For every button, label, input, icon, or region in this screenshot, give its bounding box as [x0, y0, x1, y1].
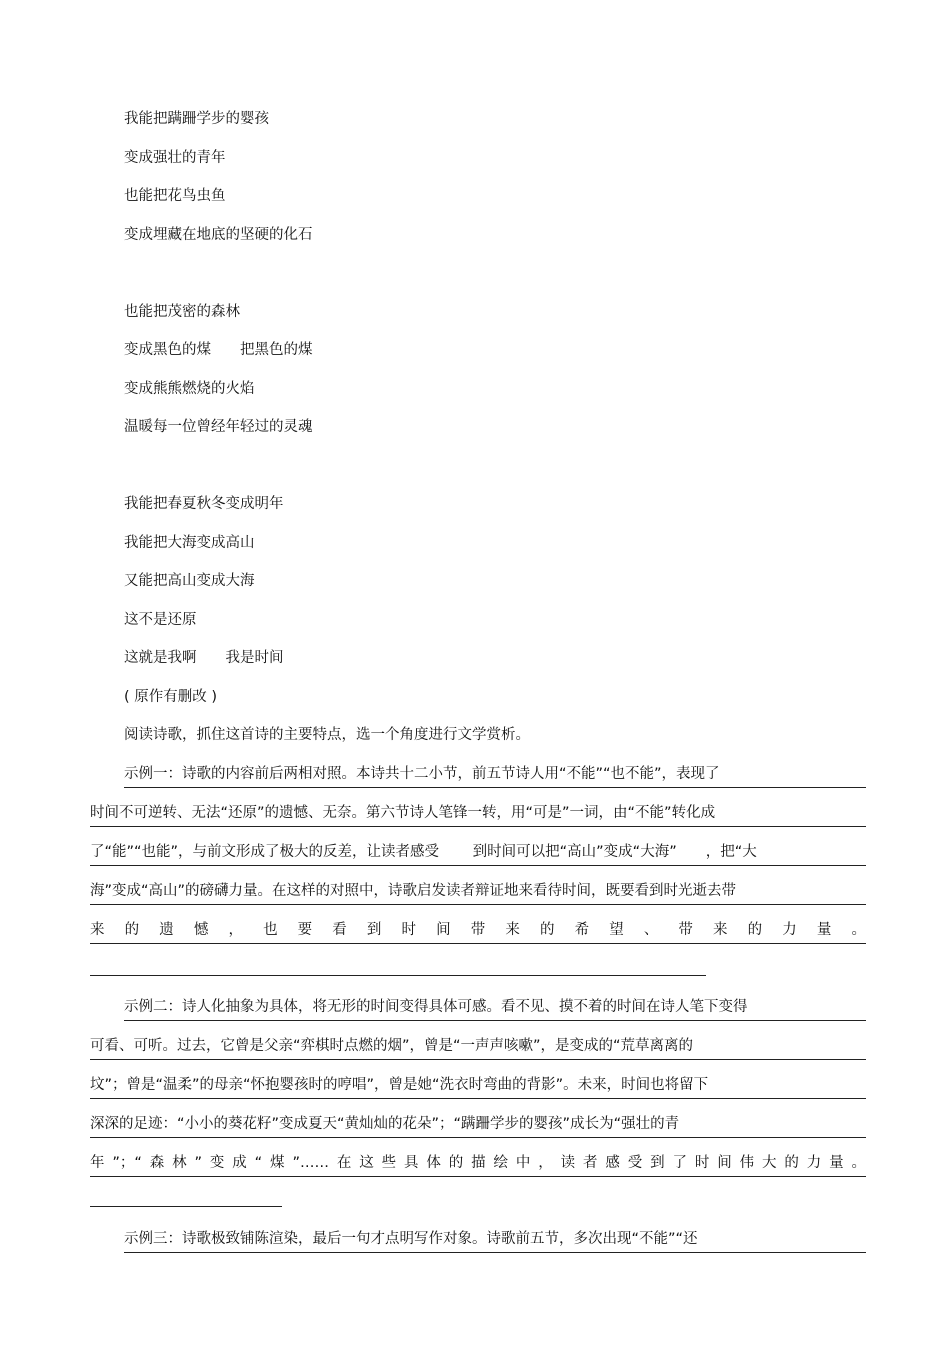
answer-line: 年”；“森林”变成“煤”……在这些具体的描绘中，读者感受到了时间伟大的力量。	[90, 1152, 866, 1191]
poem-line: 我能把蹒跚学步的婴孩	[124, 111, 269, 127]
answer-line: 海”变成“高山”的磅礴力量。在这样的对照中，诗歌启发读者辩证地来看待时间，既要看到时光逝去带	[90, 880, 866, 919]
poem-line: 这就是我啊 我是时间	[124, 650, 284, 666]
poem-line: 变成熊熊燃烧的火焰	[124, 380, 255, 397]
poem-line: 温暖每一位曾经年轻过的灵魂	[124, 419, 313, 435]
answer-line: 示例一：诗歌的内容前后两相对照。本诗共十二小节，前五节诗人用“不能”“也不能”，表现了	[90, 763, 866, 802]
answer-line: 示例二：诗人化抽象为具体，将无形的时间变得具体可感。看不见、摸不着的时间在诗人笔下变得	[90, 996, 866, 1035]
answer-line: 来的遗憾，也要看到时间带来的希望、带来的力量。	[90, 919, 866, 958]
answer-line: 示例三：诗歌极致铺陈渲染，最后一句才点明写作对象。诗歌前五节，多次出现“不能”“还	[90, 1228, 866, 1267]
answer-rule	[90, 975, 706, 976]
poem-line: 变成强壮的青年	[124, 149, 226, 166]
answer-line: 了“能”“也能”，与前文形成了极大的反差，让读者感受 到时间可以把“高山”变成“大海” ，把“大	[90, 841, 866, 880]
stanza-gap	[124, 455, 844, 494]
poem-line: 也能把茂密的森林	[124, 303, 240, 320]
answer-rule	[90, 1206, 282, 1207]
poem-line: 也能把花鸟虫鱼	[124, 188, 226, 204]
poem-line: 变成黑色的煤 把黑色的煤	[124, 342, 313, 358]
example-one	[90, 763, 866, 958]
question-text: 阅读诗歌，抓住这首诗的主要特点，选一个角度进行文学赏析。	[124, 727, 530, 743]
poem-line: 我能把春夏秋冬变成明年	[124, 496, 284, 512]
source-note: ( 原作有删改 )	[124, 688, 218, 705]
poem-line: 变成埋藏在地底的坚硬的化石	[124, 226, 313, 243]
poem-line: 我能把大海变成高山	[124, 534, 255, 551]
example-two	[90, 996, 866, 1191]
answer-line: 深深的足迹：“小小的葵花籽”变成夏天“黄灿灿的花朵”；“蹒跚学步的婴孩”成长为“强壮的青	[90, 1113, 866, 1152]
stanza-gap	[124, 262, 844, 301]
poem-line: 这不是还原	[124, 611, 197, 628]
answer-line: 时间不可逆转、无法“还原”的遗憾、无奈。第六节诗人笔锋一转，用“可是”一词，由“不能”转化成	[90, 802, 866, 841]
poem-text	[124, 108, 844, 724]
example-three	[90, 1228, 866, 1267]
poem-line: 又能把高山变成大海	[124, 573, 255, 589]
answer-line: 可看、可听。过去，它曾是父亲“弈棋时点燃的烟”，曾是“一声声咳嗽”，是变成的“荒草离离的	[90, 1035, 866, 1074]
answer-line: 坟”；曾是“温柔”的母亲“怀抱婴孩时的哼唱”，曾是她“洗衣时弯曲的背影”。未来，时间也将留下	[90, 1074, 866, 1113]
